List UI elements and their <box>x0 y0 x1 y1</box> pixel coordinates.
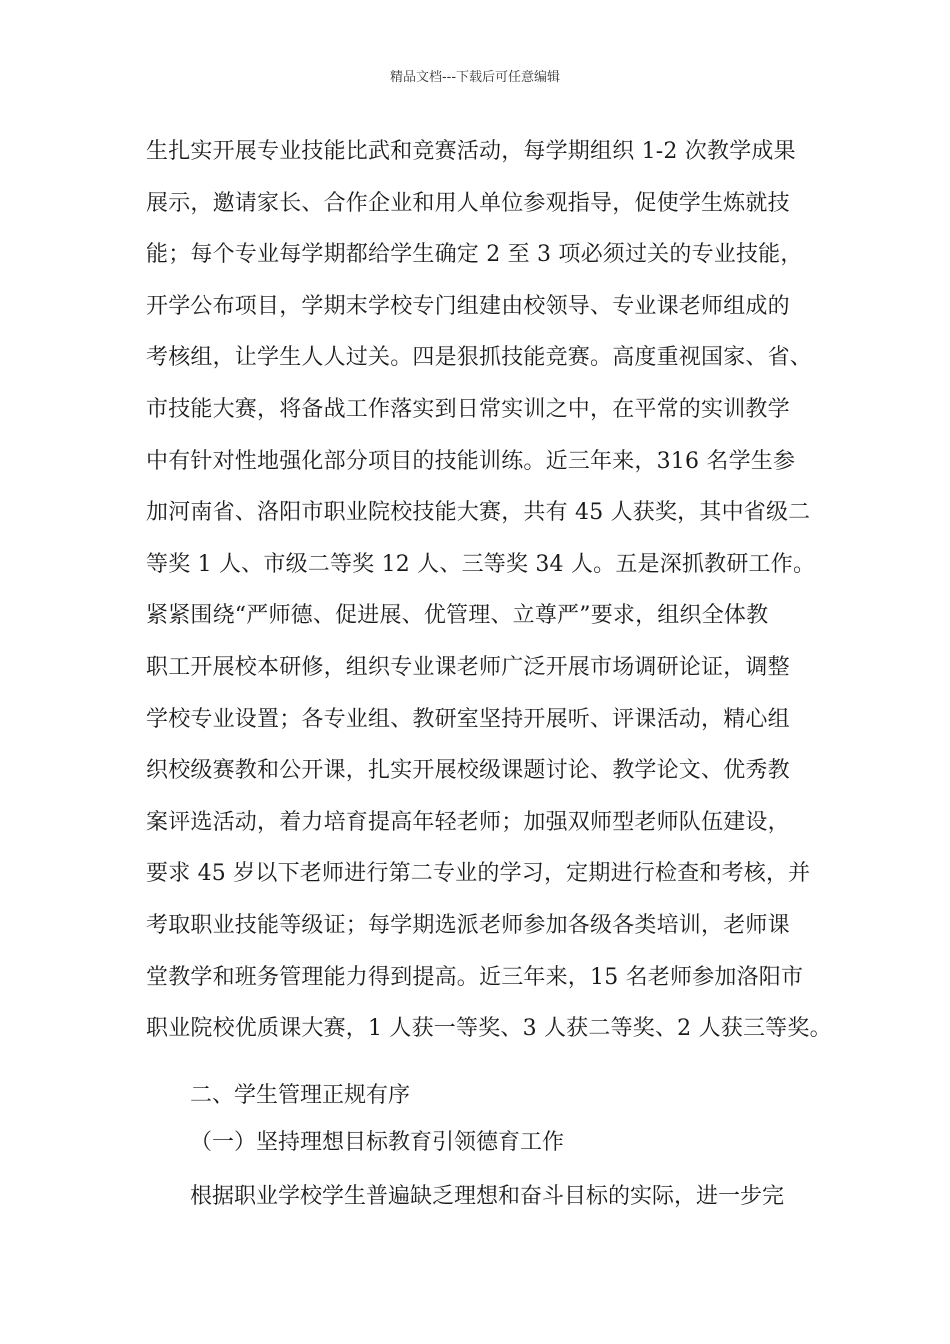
section-subheading: （一）坚持理想目标教育引领德育工作 <box>190 1130 565 1155</box>
section-heading: 二、学生管理正规有序 <box>190 1083 411 1108</box>
body-paragraph <box>146 133 846 1062</box>
text-line: 职工开展校本研修，组织专业课老师广泛开展市场调研论证，调整 <box>146 654 790 680</box>
text-line: 考取职业技能等级证；每学期选派老师参加各级各类培训，老师课 <box>146 912 790 938</box>
text-line: 案评选活动，着力培育提高年轻老师；加强双师型老师队伍建设， <box>146 809 790 835</box>
text-line: 织校级赛教和公开课，扎实开展校级课题讨论、教学论文、优秀教 <box>146 758 790 784</box>
text-line: 市技能大赛，将备战工作落实到日常实训之中，在平常的实训教学 <box>146 396 790 422</box>
text-line: 堂教学和班务管理能力得到提高。近三年来，15 名老师参加洛阳市 <box>146 964 804 990</box>
text-line: 考核组，让学生人人过关。四是狠抓技能竞赛。高度重视国家、省、 <box>146 345 813 371</box>
text-line: 职业院校优质课大赛，1 人获一等奖、3 人获二等奖、2 人获三等奖。 <box>146 1016 832 1042</box>
text-line: 等奖 1 人、市级二等奖 12 人、三等奖 34 人。五是深抓教研工作。 <box>146 551 816 577</box>
text-line: 能；每个专业每学期都给学生确定 2 至 3 项必须过关的专业技能， <box>146 242 803 268</box>
text-line: 中有针对性地强化部分项目的技能训练。近三年来，316 名学生参 <box>146 448 796 474</box>
text-line: 要求 45 岁以下老师进行第二专业的学习，定期进行检查和考核，并 <box>146 861 811 887</box>
paragraph-start: 根据职业学校学生普遍缺乏理想和奋斗目标的实际，进一步完 <box>190 1184 785 1209</box>
page-header: 精品文档---下载后可任意编辑 <box>389 70 561 85</box>
text-line: 展示，邀请家长、合作企业和用人单位参观指导，促使学生炼就技 <box>146 190 790 216</box>
text-line: 开学公布项目，学期末学校专门组建由校领导、专业课老师组成的 <box>146 293 790 319</box>
text-line: 生扎实开展专业技能比武和竞赛活动，每学期组织 1-2 次教学成果 <box>146 139 796 164</box>
text-line: 学校专业设置；各专业组、教研室坚持开展听、评课活动，精心组 <box>146 706 790 732</box>
text-line: 加河南省、洛阳市职业院校技能大赛，共有 45 人获奖，其中省级二 <box>146 500 811 526</box>
text-line: 紧紧围绕“严师德、促进展、优管理、立尊严”要求，组织全体教 <box>146 603 769 629</box>
